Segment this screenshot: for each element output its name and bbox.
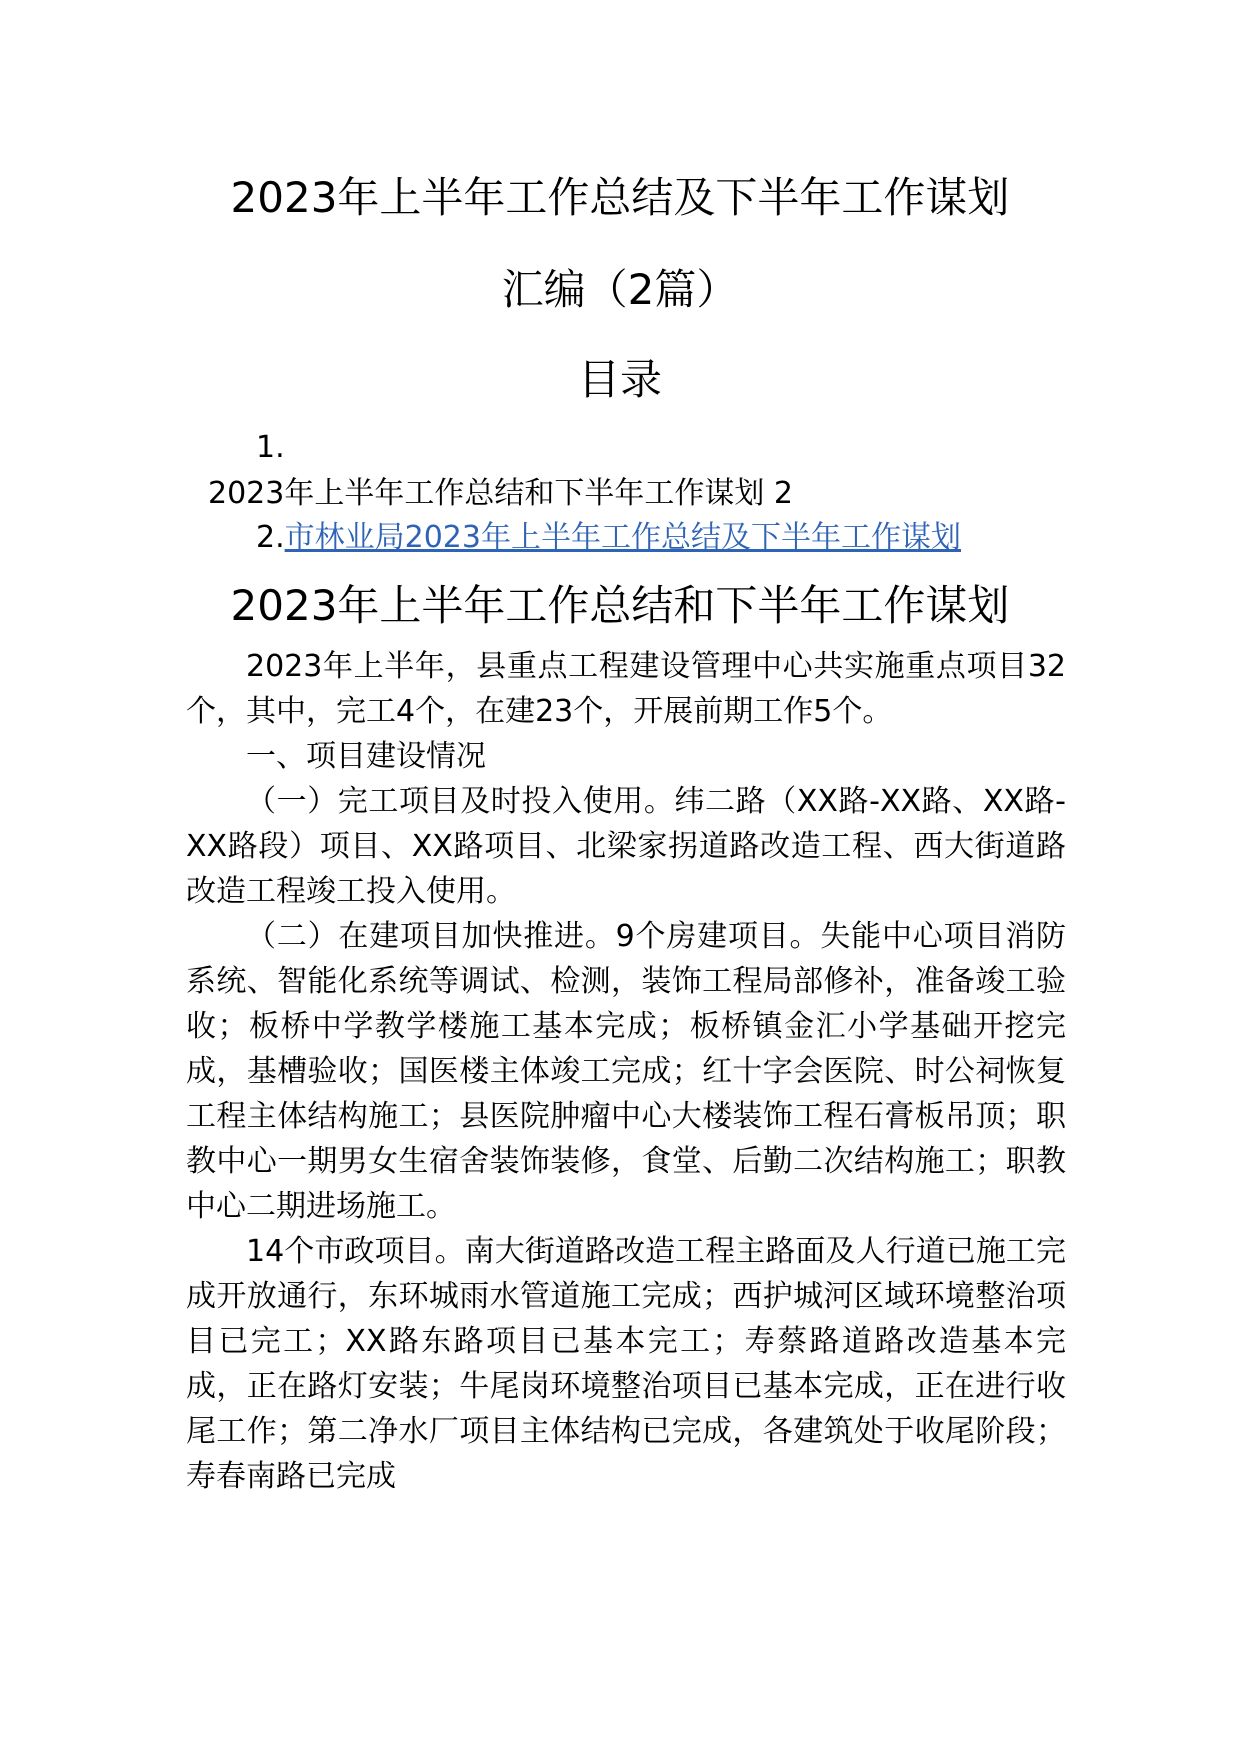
toc-item-2-number: 2.: [256, 520, 285, 555]
toc-item-2-link[interactable]: 市林业局2023年上半年工作总结及下半年工作谋划: [284, 520, 961, 555]
toc-item-1-number: 1.: [256, 430, 285, 465]
section-title: 2023年上半年工作总结和下半年工作谋划: [230, 581, 1010, 630]
paragraph-4: 14个市政项目。南大街道路改造工程主路面及人行道已施工完成开放通行，东环城雨水管道施工完成；西护城河区域环境整治项目已完工；XX路东路项目已基本完工；寿蔡路道路改造基本完成，正在路灯安装；牛尾岗环境整治项目已基本完成，正在进行收尾工作；第二净水厂项目主体结构已完成，各建筑处于收尾阶段；寿春南路已完成: [186, 1234, 1066, 1494]
paragraph-3: （二）在建项目加快推进。9个房建项目。失能中心项目消防系统、智能化系统等调试、检测，装饰工程局部修补，准备竣工验收；板桥中学教学楼施工基本完成；板桥镇金汇小学基础开挖完成，基槽验收；国医楼主体竣工完成；红十字会医院、时公祠恢复工程主体结构施工；县医院肿瘤中心大楼装饰工程石膏板吊顶；职教中心一期男女生宿舍装饰装修，食堂、后勤二次结构施工；职教中心二期进场施工。: [186, 919, 1066, 1224]
document-title-line-2: 汇编（2篇）: [501, 265, 739, 314]
toc-item-1-text[interactable]: 2023年上半年工作总结和下半年工作谋划 2: [208, 476, 793, 511]
paragraph-1: 2023年上半年，县重点工程建设管理中心共实施重点项目32个，其中，完工4个，在建23个，开展前期工作5个。: [186, 649, 1066, 729]
paragraph-heading-1: 一、项目建设情况: [246, 739, 486, 774]
section-body: [186, 644, 1066, 1499]
toc-item-2: [256, 518, 961, 558]
toc-heading: 目录: [577, 355, 662, 404]
document-title-line-1: 2023年上半年工作总结及下半年工作谋划: [230, 173, 1010, 222]
paragraph-2: （一）完工项目及时投入使用。纬二路（XX路-XX路、XX路-XX路段）项目、XX路项目、北梁家拐道路改造工程、西大街道路改造工程竣工投入使用。: [186, 784, 1066, 909]
